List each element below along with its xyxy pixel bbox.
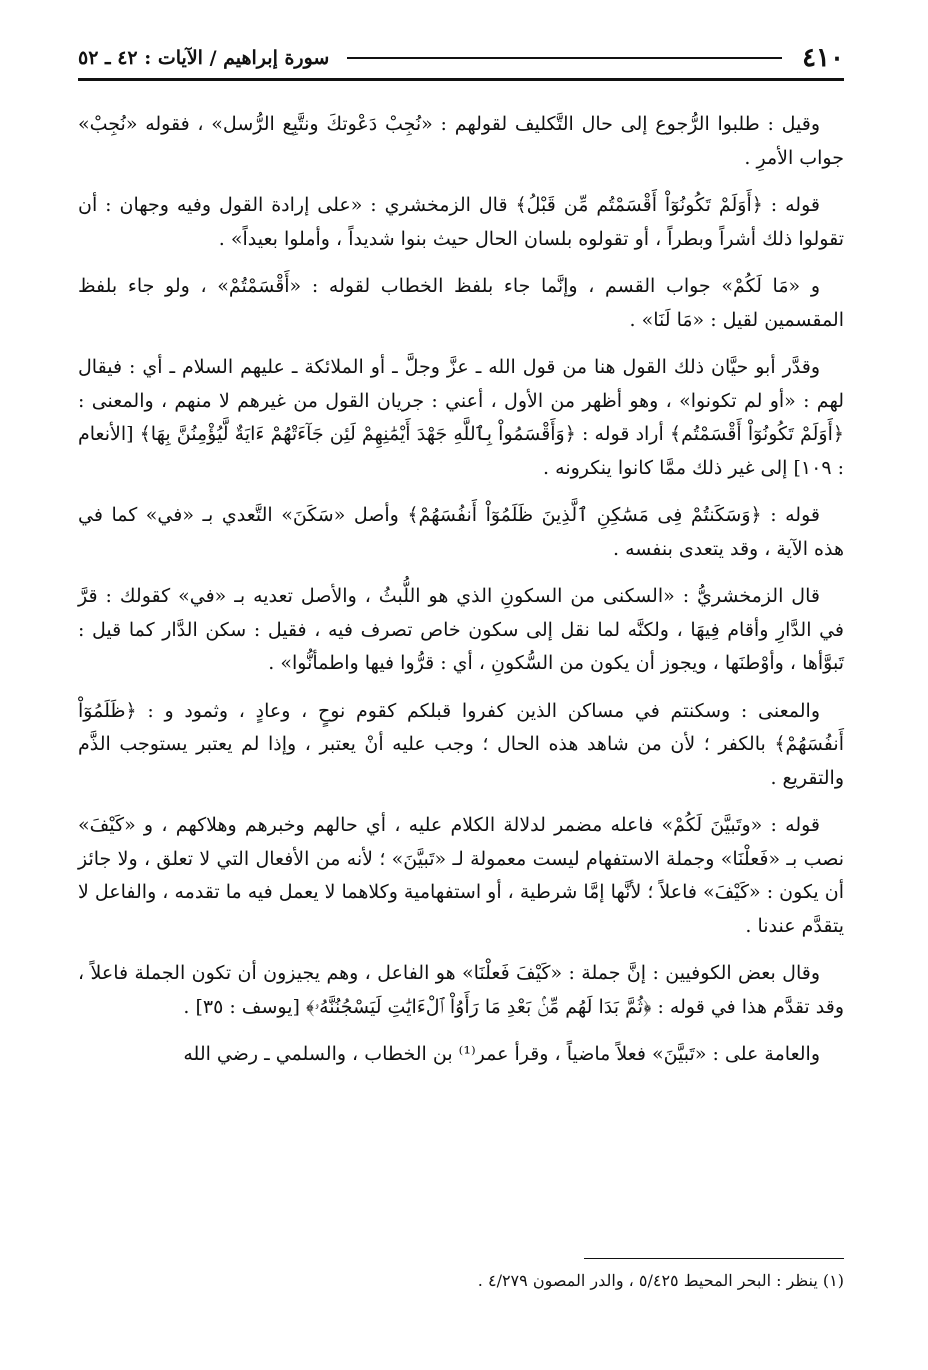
paragraph (78, 108, 844, 175)
footnote-divider (584, 1258, 844, 1259)
paragraph-text: و «مَا لَكُمْ» جواب القسم ، وإنَّما جاء بلفظ الخطاب لقوله : «أَقْسَمْتُمْ» ، ولو جاء بلفظ المقسمين لقيل : «مَا لَنَا» . (78, 275, 844, 331)
paragraph-text: وقال بعض الكوفيين : إنَّ جملة : «كَيْفَ فَعلْنَا» هو الفاعل ، وهم يجيزون أن تكون الجملة فاعلاً ، وقد تقدَّم هذا في قوله : ﴿ثُمَّ بَدَا لَهُم مِّنۢ بَعْدِ مَا رَأَوُاْ ٱلْءَايَٰتِ لَيَسْجُنُنَّهُۥ﴾ [يوسف : ٣٥] . (78, 962, 844, 1018)
paragraph-text: قوله : ﴿وَسَكَنتُمْ فِى مَسَٰكِنِ ٱلَّذِينَ ظَلَمُوٓاْ أَنفُسَهُمْ﴾ وأصل «سَكَنَ» التَّعدي بـ «في» كما في هذه الآية ، وقد يتعدى بنفسه . (78, 504, 844, 560)
paragraph (78, 351, 844, 485)
paragraph (78, 809, 844, 943)
page-header (78, 38, 844, 81)
paragraph (78, 270, 844, 337)
paragraph-text: وقيل : طلبوا الرُّجوع إلى حال التَّكليف لقولهم : «نُجِبْ دَعْوتكَ ونتَّبِع الرُّسل» ، فقوله «نُجِبْ» جواب الأمرِ . (78, 113, 844, 169)
paragraph (78, 695, 844, 796)
paragraph (78, 499, 844, 566)
running-title: سورة إبراهيم / الآيات : ٤٢ ـ ٥٢ (78, 47, 330, 69)
paragraph (78, 580, 844, 681)
paragraph-text: قال الزمخشريُّ : «السكنى من السكونِ الذي هو اللُّبثُ ، والأصل تعديه بـ «في» كقولك : قرَّ في الدَّارِ وأقام فِيهَا ، ولكنَّه لما نقل إلى سكون خاص تصرف فيه ، فقيل : سكن الدَّار كما قيل : تَبوَّأها ، وأوْطنَها ، ويجوز أن يكون من السُّكونِ ، أي : قرُّوا فيها واطمأنُّوا» . (78, 585, 844, 674)
main-text (78, 108, 844, 1086)
footnote: (١) ينظر : البحر المحيط ٥/٤٢٥ ، والدر المصون ٤/٢٧٩ . (477, 1271, 844, 1290)
paragraph-text: والعامة على : «تَبيَّنَ» فعلاً ماضياً ، وقرأ عمر⁽¹⁾ بن الخطاب ، والسلمي ـ رضي الله (183, 1043, 820, 1065)
paragraph (78, 1038, 844, 1072)
paragraph-text: وقدَّر أبو حيَّان ذلك القول هنا من قول الله ـ عزَّ وجلَّ ـ أو الملائكة ـ عليهم السلام ـ أي : فيقال لهم : «أو لم تكونوا» ، وهو أظهر من الأول ، أعني : جريان القول من غيرهم لا منهم ، والمعنى : ﴿أَوَلَمْ تَكُونُوٓاْ أَقْسَمْتُم﴾ أراد قوله : ﴿وَأَقْسَمُواْ بِٱللَّهِ جَهْدَ أَيْمَٰنِهِمْ لَئِن جَآءَتْهُمْ ءَايَةٌ لَّيُؤْمِنُنَّ بِهَا﴾ [الأنعام : ١٠٩] إلى غير ذلك ممَّا كانوا ينكرونه . (78, 356, 844, 479)
paragraph (78, 189, 844, 256)
paragraph-text: والمعنى : وسكنتم في مساكن الذين كفروا قبلكم كقوم نوحٍ ، وعادٍ ، وثمود و : ﴿ظَلَمُوٓاْ أَنفُسَهُمْ﴾ بالكفر ؛ لأن من شاهد هذه الحال ؛ وجب عليه أنْ يعتبر ، وإذا لم يعتبر يستوجب الذَّم والتقريع . (78, 699, 844, 789)
header-rule (347, 57, 782, 59)
paragraph-text: قوله : ﴿أَوَلَمْ تَكُونُوٓاْ أَقْسَمْتُم مِّن قَبْلُ﴾ قال الزمخشري : «على إرادة القول وفيه وجهان : أن تقولوا ذلك أشراً وبطراً ، أو تقولوه بلسان الحال حيث بنوا شديداً ، وأملوا بعيداً» . (78, 194, 844, 250)
paragraph (78, 957, 844, 1024)
paragraph-text: قوله : «وتَبيَّنَ لَكُمْ» فاعله مضمر لدلالة الكلام عليه ، أي حالهم وخبرهم وهلاكهم ، و «كَيْفَ» نصب بـ «فَعلْنَا» وجملة الاستفهام ليست معمولة لـ «تَبيَّنَ» ؛ لأنه من الأفعال التي لا تعلق ، ولا جائز أن يكون : «كَيْفَ» فاعلاً ؛ لأنَّها إمَّا شرطية ، أو استفهامية وكلاهما لا يعمل فيه ما تقدمه ، والفاعل لا يتقدَّم عندنا . (78, 814, 844, 937)
page-number: ٤١٠ (802, 43, 844, 73)
